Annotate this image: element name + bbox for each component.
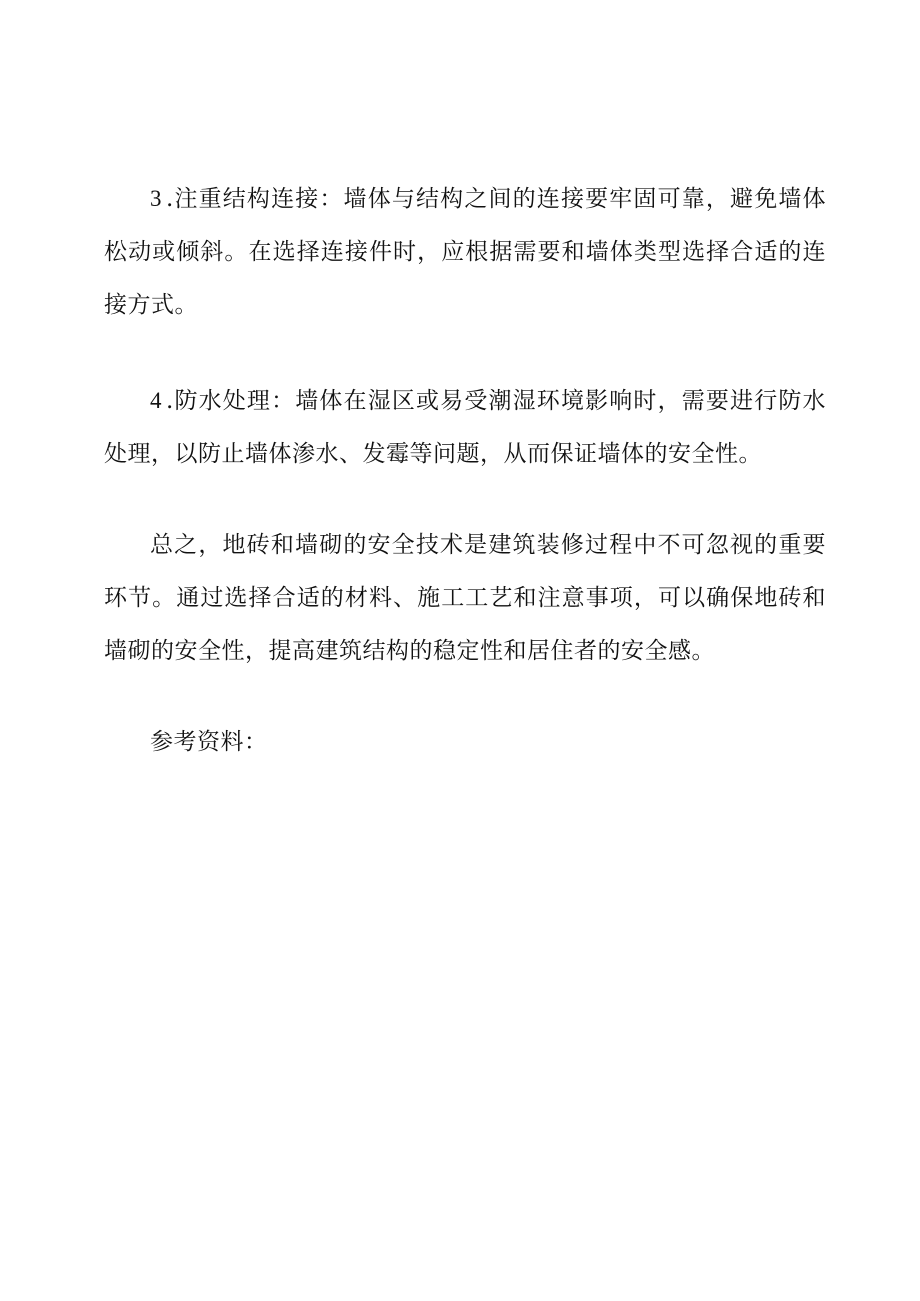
paragraph-text: 参考资料： [150,729,268,755]
summary-paragraph [104,519,826,678]
paragraph-number: 3 [150,186,162,211]
paragraph-text: .注重结构连接：墙体与结构之间的连接要牢固可靠，避免墙体松动或倾斜。在选择连接件时，应根据需要和墙体类型选择合适的连接方式。 [104,186,826,318]
references-heading [104,716,826,769]
paragraph-item-4 [104,374,826,481]
document-body [104,172,826,811]
paragraph-text: .防水处理：墙体在湿区或易受潮湿环境影响时，需要进行防水处理，以防止墙体渗水、发霉等问题，从而保证墙体的安全性。 [104,388,826,467]
paragraph-number: 4 [150,388,162,413]
paragraph-text: 总之，地砖和墙砌的安全技术是建筑装修过程中不可忽视的重要环节。通过选择合适的材料、施工工艺和注意事项，可以确保地砖和墙砌的安全性，提高建筑结构的稳定性和居住者的安全感。 [104,532,826,664]
paragraph-item-3 [104,172,826,332]
